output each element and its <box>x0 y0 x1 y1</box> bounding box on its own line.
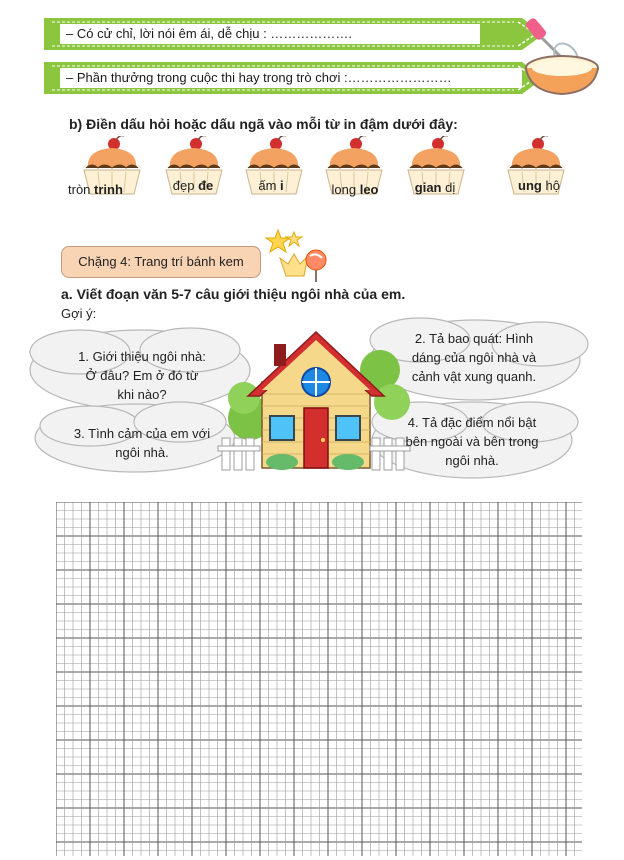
cloud-2-text: 2. Tả bao quát: Hình dáng của ngôi nhà và cảnh vật xung quanh. <box>411 331 537 384</box>
cupcake-3 <box>240 136 308 201</box>
mixing-bowl-icon <box>522 12 602 96</box>
cupcake-6 <box>502 136 570 201</box>
exercise-a-title: a. Viết đoạn văn 5-7 câu giới thiệu ngôi nhà của em. <box>61 286 406 302</box>
banner-1-text <box>66 26 352 41</box>
cupcake-5 <box>402 136 470 201</box>
exercise-b-title: b) Điền dấu hỏi hoặc dấu ngã vào mỗi từ in đậm dưới đây: <box>69 116 458 132</box>
cloud-3-text: 3. Tình cảm của em với ngôi nhà. <box>73 426 211 460</box>
cupcake-5-label: gian dị <box>414 180 456 195</box>
banner-2 <box>44 60 544 96</box>
chapter-label: Chặng 4: Trang trí bánh kem <box>61 246 261 278</box>
banner-1 <box>44 16 544 52</box>
cloud-4-text: 4. Tả đặc điểm nổi bật bên ngoài và bên trong ngôi nhà. <box>405 415 539 468</box>
cupcake-2 <box>160 136 228 201</box>
hint-label: Gợi ý: <box>61 306 97 321</box>
candy-decoration-icon <box>264 228 336 284</box>
banner-2-blank[interactable]: …………………… <box>347 70 452 85</box>
cupcake-4-label: long leo <box>331 182 379 197</box>
cupcake-row <box>66 136 624 226</box>
banner-1-blank[interactable]: ………………. <box>270 26 352 41</box>
banner-1-prompt: – Có cử chỉ, lời nói êm ái, dễ chịu : <box>66 26 271 41</box>
cupcake-4 <box>320 136 388 201</box>
cupcake-3-label: ấm i <box>258 178 284 193</box>
writing-grid[interactable] <box>56 502 582 856</box>
cupcake-2-label: đẹp đe <box>172 178 214 193</box>
banner-2-text <box>66 70 452 85</box>
cloud-1-text: 1. Giới thiệu ngôi nhà: Ở đâu? Em ở đó từ khi nào? <box>78 349 206 402</box>
cupcake-6-label: ung hộ <box>518 178 560 193</box>
cupcake-1 <box>68 136 146 201</box>
banner-2-prompt: – Phần thưởng trong cuộc thi hay trong trò chơi : <box>66 70 348 85</box>
cupcake-1-label: tròn trinh <box>68 182 123 197</box>
